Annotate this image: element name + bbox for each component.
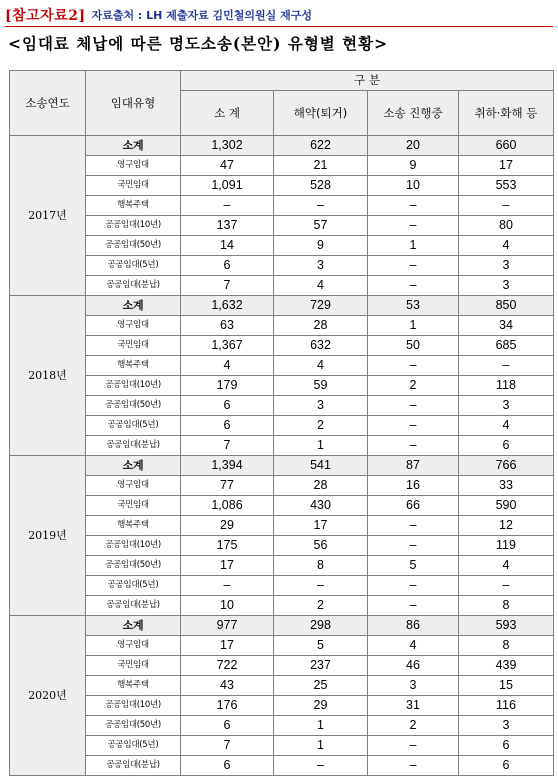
data-source: 자료출처 : LH 제출자료 김민철의원실 재구성 — [91, 9, 312, 22]
page-title: <임대료 체납에 따른 명도소송(본안) 유형별 현황> — [8, 34, 389, 53]
total-cell: 7 — [181, 276, 274, 296]
cancel-cell: 4 — [274, 276, 368, 296]
ongoing-cell: – — [368, 396, 459, 416]
withdraw-cell: 17 — [459, 156, 554, 176]
rental-type-cell: 공공임대(10년) — [86, 536, 181, 556]
cancel-cell: 29 — [274, 696, 368, 716]
cancel-cell: 541 — [274, 456, 368, 476]
rental-type-cell: 공공임대(50년) — [86, 556, 181, 576]
lawsuit-table — [9, 70, 554, 776]
withdraw-cell: 12 — [459, 516, 554, 536]
rental-type-cell: 공공임대(5년) — [86, 736, 181, 756]
ongoing-cell: – — [368, 356, 459, 376]
total-cell: 6 — [181, 716, 274, 736]
rental-type-cell: 소계 — [86, 296, 181, 316]
withdraw-cell: 766 — [459, 456, 554, 476]
ongoing-cell: – — [368, 536, 459, 556]
total-cell: 1,086 — [181, 496, 274, 516]
total-cell: 7 — [181, 736, 274, 756]
ongoing-cell: 46 — [368, 656, 459, 676]
header-type: 임대유형 — [86, 71, 181, 136]
table-row — [10, 176, 554, 196]
ongoing-cell: – — [368, 516, 459, 536]
cancel-cell: 237 — [274, 656, 368, 676]
rental-type-cell: 공공임대(분납) — [86, 756, 181, 776]
table-row — [10, 716, 554, 736]
total-cell: 43 — [181, 676, 274, 696]
table-row — [10, 496, 554, 516]
table-row — [10, 316, 554, 336]
table-row — [10, 596, 554, 616]
withdraw-cell: 850 — [459, 296, 554, 316]
withdraw-cell: 6 — [459, 736, 554, 756]
rental-type-cell: 국민임대 — [86, 336, 181, 356]
cancel-cell: 1 — [274, 436, 368, 456]
cancel-cell: 298 — [274, 616, 368, 636]
rental-type-cell: 공공임대(50년) — [86, 716, 181, 736]
ongoing-cell: 1 — [368, 316, 459, 336]
total-cell: 1,394 — [181, 456, 274, 476]
withdraw-cell: 3 — [459, 256, 554, 276]
header-year: 소송연도 — [10, 71, 86, 136]
header-withdraw: 취하·화해 등 — [459, 91, 554, 136]
total-cell: – — [181, 196, 274, 216]
rental-type-cell: 영구임대 — [86, 636, 181, 656]
withdraw-cell: 34 — [459, 316, 554, 336]
table-row — [10, 196, 554, 216]
table-row — [10, 276, 554, 296]
rental-type-cell: 영구임대 — [86, 316, 181, 336]
rental-type-cell: 공공임대(분납) — [86, 596, 181, 616]
rental-type-cell: 영구임대 — [86, 476, 181, 496]
subtotal-row — [10, 296, 554, 316]
withdraw-cell: 4 — [459, 236, 554, 256]
cancel-cell: 28 — [274, 476, 368, 496]
table-row — [10, 376, 554, 396]
table-row — [10, 476, 554, 496]
withdraw-cell: 4 — [459, 416, 554, 436]
table-row — [10, 396, 554, 416]
cancel-cell: 2 — [274, 416, 368, 436]
table-body — [10, 136, 554, 776]
rental-type-cell: 공공임대(분납) — [86, 436, 181, 456]
total-cell: 977 — [181, 616, 274, 636]
total-cell: 176 — [181, 696, 274, 716]
cancel-cell: 2 — [274, 596, 368, 616]
rental-type-cell: 공공임대(50년) — [86, 236, 181, 256]
withdraw-cell: 590 — [459, 496, 554, 516]
cancel-cell: 430 — [274, 496, 368, 516]
year-cell: 2020년 — [10, 616, 86, 776]
cancel-cell: 1 — [274, 716, 368, 736]
cancel-cell: 9 — [274, 236, 368, 256]
cancel-cell: 622 — [274, 136, 368, 156]
total-cell: 47 — [181, 156, 274, 176]
withdraw-cell: 3 — [459, 396, 554, 416]
withdraw-cell: – — [459, 576, 554, 596]
ongoing-cell: 16 — [368, 476, 459, 496]
total-cell: 6 — [181, 416, 274, 436]
rental-type-cell: 행복주택 — [86, 196, 181, 216]
withdraw-cell: 593 — [459, 616, 554, 636]
withdraw-cell: 116 — [459, 696, 554, 716]
cancel-cell: 3 — [274, 256, 368, 276]
withdraw-cell: 8 — [459, 596, 554, 616]
ongoing-cell: 1 — [368, 236, 459, 256]
table-row — [10, 336, 554, 356]
year-cell: 2018년 — [10, 296, 86, 456]
ongoing-cell: – — [368, 276, 459, 296]
ongoing-cell: 2 — [368, 716, 459, 736]
withdraw-cell: 3 — [459, 716, 554, 736]
table-row — [10, 536, 554, 556]
rental-type-cell: 공공임대(10년) — [86, 216, 181, 236]
rental-type-cell: 소계 — [86, 456, 181, 476]
cancel-cell: – — [274, 756, 368, 776]
total-cell: 17 — [181, 556, 274, 576]
withdraw-cell: 8 — [459, 636, 554, 656]
withdraw-cell: – — [459, 196, 554, 216]
withdraw-cell: 6 — [459, 436, 554, 456]
withdraw-cell: 3 — [459, 276, 554, 296]
rental-type-cell: 국민임대 — [86, 656, 181, 676]
ongoing-cell: 31 — [368, 696, 459, 716]
rental-type-cell: 공공임대(분납) — [86, 276, 181, 296]
table-row — [10, 236, 554, 256]
table-row — [10, 676, 554, 696]
withdraw-cell: 660 — [459, 136, 554, 156]
table-row — [10, 516, 554, 536]
table-row — [10, 756, 554, 776]
total-cell: 175 — [181, 536, 274, 556]
withdraw-cell: 119 — [459, 536, 554, 556]
rental-type-cell: 공공임대(10년) — [86, 696, 181, 716]
cancel-cell: 4 — [274, 356, 368, 376]
total-cell: 1,091 — [181, 176, 274, 196]
ongoing-cell: – — [368, 216, 459, 236]
total-cell: 6 — [181, 396, 274, 416]
cancel-cell: 25 — [274, 676, 368, 696]
ongoing-cell: 2 — [368, 376, 459, 396]
ongoing-cell: – — [368, 196, 459, 216]
ongoing-cell: 53 — [368, 296, 459, 316]
ongoing-cell: 66 — [368, 496, 459, 516]
total-cell: 4 — [181, 356, 274, 376]
reference-tag: [참고자료2] — [5, 8, 86, 24]
withdraw-cell: 6 — [459, 756, 554, 776]
withdraw-cell: 80 — [459, 216, 554, 236]
rental-type-cell: 공공임대(50년) — [86, 396, 181, 416]
header-row-group — [10, 71, 554, 91]
cancel-cell: 528 — [274, 176, 368, 196]
withdraw-cell: 33 — [459, 476, 554, 496]
rental-type-cell: 국민임대 — [86, 496, 181, 516]
ongoing-cell: 9 — [368, 156, 459, 176]
total-cell: 137 — [181, 216, 274, 236]
header-group: 구 분 — [181, 71, 554, 91]
total-cell: 6 — [181, 256, 274, 276]
table-row — [10, 696, 554, 716]
total-cell: 1,302 — [181, 136, 274, 156]
withdraw-cell: 439 — [459, 656, 554, 676]
total-cell: 7 — [181, 436, 274, 456]
header-cancel: 해약(퇴거) — [274, 91, 368, 136]
table-row — [10, 356, 554, 376]
ongoing-cell: – — [368, 256, 459, 276]
cancel-cell: – — [274, 576, 368, 596]
subtotal-row — [10, 136, 554, 156]
ongoing-cell: 50 — [368, 336, 459, 356]
ongoing-cell: 87 — [368, 456, 459, 476]
cancel-cell: 28 — [274, 316, 368, 336]
ongoing-cell: – — [368, 756, 459, 776]
table-row — [10, 736, 554, 756]
withdraw-cell: 685 — [459, 336, 554, 356]
rental-type-cell: 소계 — [86, 136, 181, 156]
total-cell: 77 — [181, 476, 274, 496]
header-ongoing: 소송 진행중 — [368, 91, 459, 136]
rental-type-cell: 소계 — [86, 616, 181, 636]
withdraw-cell: 15 — [459, 676, 554, 696]
total-cell: – — [181, 576, 274, 596]
total-cell: 722 — [181, 656, 274, 676]
rental-type-cell: 행복주택 — [86, 516, 181, 536]
rental-type-cell: 공공임대(5년) — [86, 576, 181, 596]
table-row — [10, 416, 554, 436]
ongoing-cell: 3 — [368, 676, 459, 696]
table-row — [10, 216, 554, 236]
ongoing-cell: – — [368, 736, 459, 756]
total-cell: 14 — [181, 236, 274, 256]
rental-type-cell: 공공임대(5년) — [86, 416, 181, 436]
table-row — [10, 436, 554, 456]
rental-type-cell: 행복주택 — [86, 676, 181, 696]
table-row — [10, 556, 554, 576]
withdraw-cell: 118 — [459, 376, 554, 396]
ongoing-cell: – — [368, 436, 459, 456]
ongoing-cell: 86 — [368, 616, 459, 636]
total-cell: 6 — [181, 756, 274, 776]
header-total: 소 계 — [181, 91, 274, 136]
rental-type-cell: 행복주택 — [86, 356, 181, 376]
cancel-cell: 1 — [274, 736, 368, 756]
cancel-cell: 729 — [274, 296, 368, 316]
cancel-cell: 5 — [274, 636, 368, 656]
ongoing-cell: 20 — [368, 136, 459, 156]
ongoing-cell: – — [368, 596, 459, 616]
cancel-cell: – — [274, 196, 368, 216]
cancel-cell: 59 — [274, 376, 368, 396]
rental-type-cell: 국민임대 — [86, 176, 181, 196]
table-row — [10, 156, 554, 176]
total-cell: 17 — [181, 636, 274, 656]
withdraw-cell: 4 — [459, 556, 554, 576]
table-row — [10, 576, 554, 596]
cancel-cell: 21 — [274, 156, 368, 176]
total-cell: 179 — [181, 376, 274, 396]
rental-type-cell: 영구임대 — [86, 156, 181, 176]
ongoing-cell: – — [368, 416, 459, 436]
subtotal-row — [10, 616, 554, 636]
subtotal-row — [10, 456, 554, 476]
total-cell: 63 — [181, 316, 274, 336]
cancel-cell: 17 — [274, 516, 368, 536]
ongoing-cell: 10 — [368, 176, 459, 196]
reference-header — [5, 2, 553, 27]
table-row — [10, 256, 554, 276]
cancel-cell: 57 — [274, 216, 368, 236]
table-row — [10, 636, 554, 656]
cancel-cell: 3 — [274, 396, 368, 416]
total-cell: 10 — [181, 596, 274, 616]
total-cell: 29 — [181, 516, 274, 536]
year-cell: 2017년 — [10, 136, 86, 296]
rental-type-cell: 공공임대(10년) — [86, 376, 181, 396]
ongoing-cell: 5 — [368, 556, 459, 576]
cancel-cell: 632 — [274, 336, 368, 356]
cancel-cell: 56 — [274, 536, 368, 556]
withdraw-cell: – — [459, 356, 554, 376]
total-cell: 1,632 — [181, 296, 274, 316]
withdraw-cell: 553 — [459, 176, 554, 196]
ongoing-cell: – — [368, 576, 459, 596]
rental-type-cell: 공공임대(5년) — [86, 256, 181, 276]
ongoing-cell: 4 — [368, 636, 459, 656]
year-cell: 2019년 — [10, 456, 86, 616]
cancel-cell: 8 — [274, 556, 368, 576]
table-row — [10, 656, 554, 676]
total-cell: 1,367 — [181, 336, 274, 356]
